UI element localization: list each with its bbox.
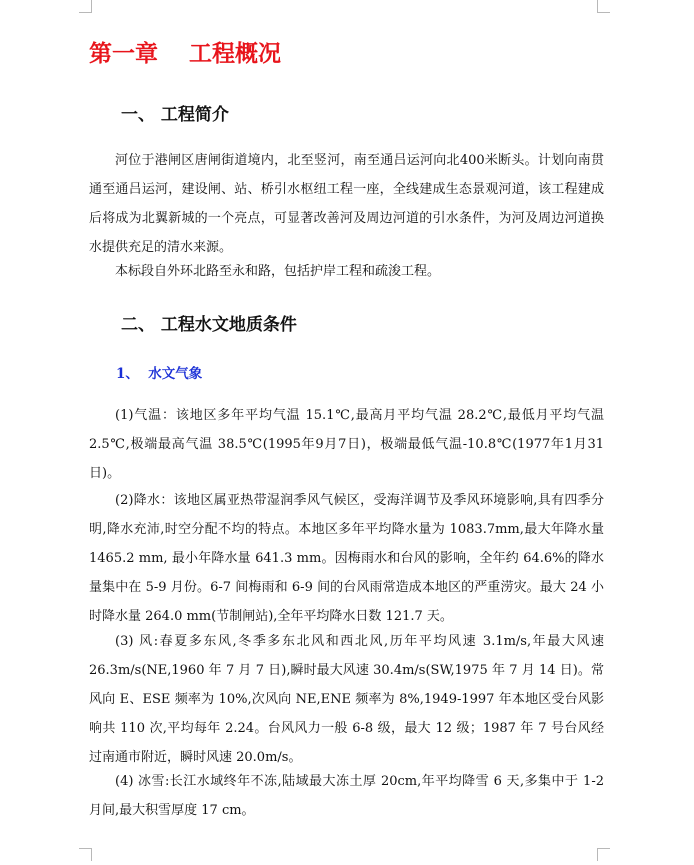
paragraph-precipitation: (2)降水：该地区属亚热带湿润季风气候区，受海洋调节及季风环境影响,具有四季分明,降水充沛,时空分配不均的特点。本地区多年平均降水量为 1083.7mm,最大年降水量 1465.2 mm, 最小年降水量 641.3 mm。因梅雨水和台风的影响，全年约 64.6%的降水量集中在 5-9 月份。6-7 间梅雨和 6-9 间的台风雨常造成本地区的严重涝灾。最大 24 小时降水量 264.0 mm(节制闸站),全年平均降水日数 121.7 天。 <box>89 493 604 624</box>
paragraph-temperature: (1)气温：该地区多年平均气温 15.1℃,最高月平均气温 28.2℃,最低月平均气温 2.5℃,极端最高气温 38.5℃(1995年9月7日)，极端最低气温-10.8℃(1977年1月31日)。 <box>89 408 604 481</box>
page-corner-mark-bottom-right <box>597 848 610 861</box>
page-corner-mark-top-left <box>79 0 92 13</box>
paragraph-intro-2: 本标段自外环北路至永和路，包括护岸工程和疏浚工程。 <box>115 264 441 279</box>
paragraph-wind: (3) 风:春夏多东风,冬季多东北风和西北风,历年平均风速 3.1m/s,年最大风速 26.3m/s(NE,1960 年 7 月 7 日),瞬时最大风速 30.4m/s(SW,1975 年 7 月 14 日)。常风向 E、ESE 频率为 10%,次风向 NE,ENE 频率为 8%,1949-1997 年本地区受台风影响共 110 次,平均每年 2.24。台风风力一般 6-8 级，最大 12 级；1987 年 7 号台风经过南通市附近，瞬时风速 20.0m/s。 <box>89 634 604 765</box>
chapter-title: 第一章 工程概况 <box>89 40 282 67</box>
section-heading-hydrogeology: 二、 工程水文地质条件 <box>121 315 297 335</box>
paragraph-intro-1: 河位于港闸区唐闸街道境内，北至竖河，南至通吕运河向北400米断头。计划向南贯通至通吕运河，建设闸、站、桥引水枢纽工程一座，全线建成生态景观河道，该工程建成后将成为北翼新城的一个亮点，可显著改善河及周边河道的引水条件，为河及周边河道换水提供充足的清水来源。 <box>89 153 604 255</box>
paragraph-ice-snow: (4) 冰雪:长江水域终年不冻,陆域最大冻土厚 20cm,年平均降雪 6 天,多集中于 1-2 月间,最大积雪厚度 17 cm。 <box>89 774 604 818</box>
section-heading-project-overview: 一、 工程简介 <box>121 105 229 125</box>
page-corner-mark-top-right <box>597 0 610 13</box>
page-corner-mark-bottom-left <box>79 848 92 861</box>
subsection-heading-hydrometeorology: 1、 水文气象 <box>116 366 203 382</box>
